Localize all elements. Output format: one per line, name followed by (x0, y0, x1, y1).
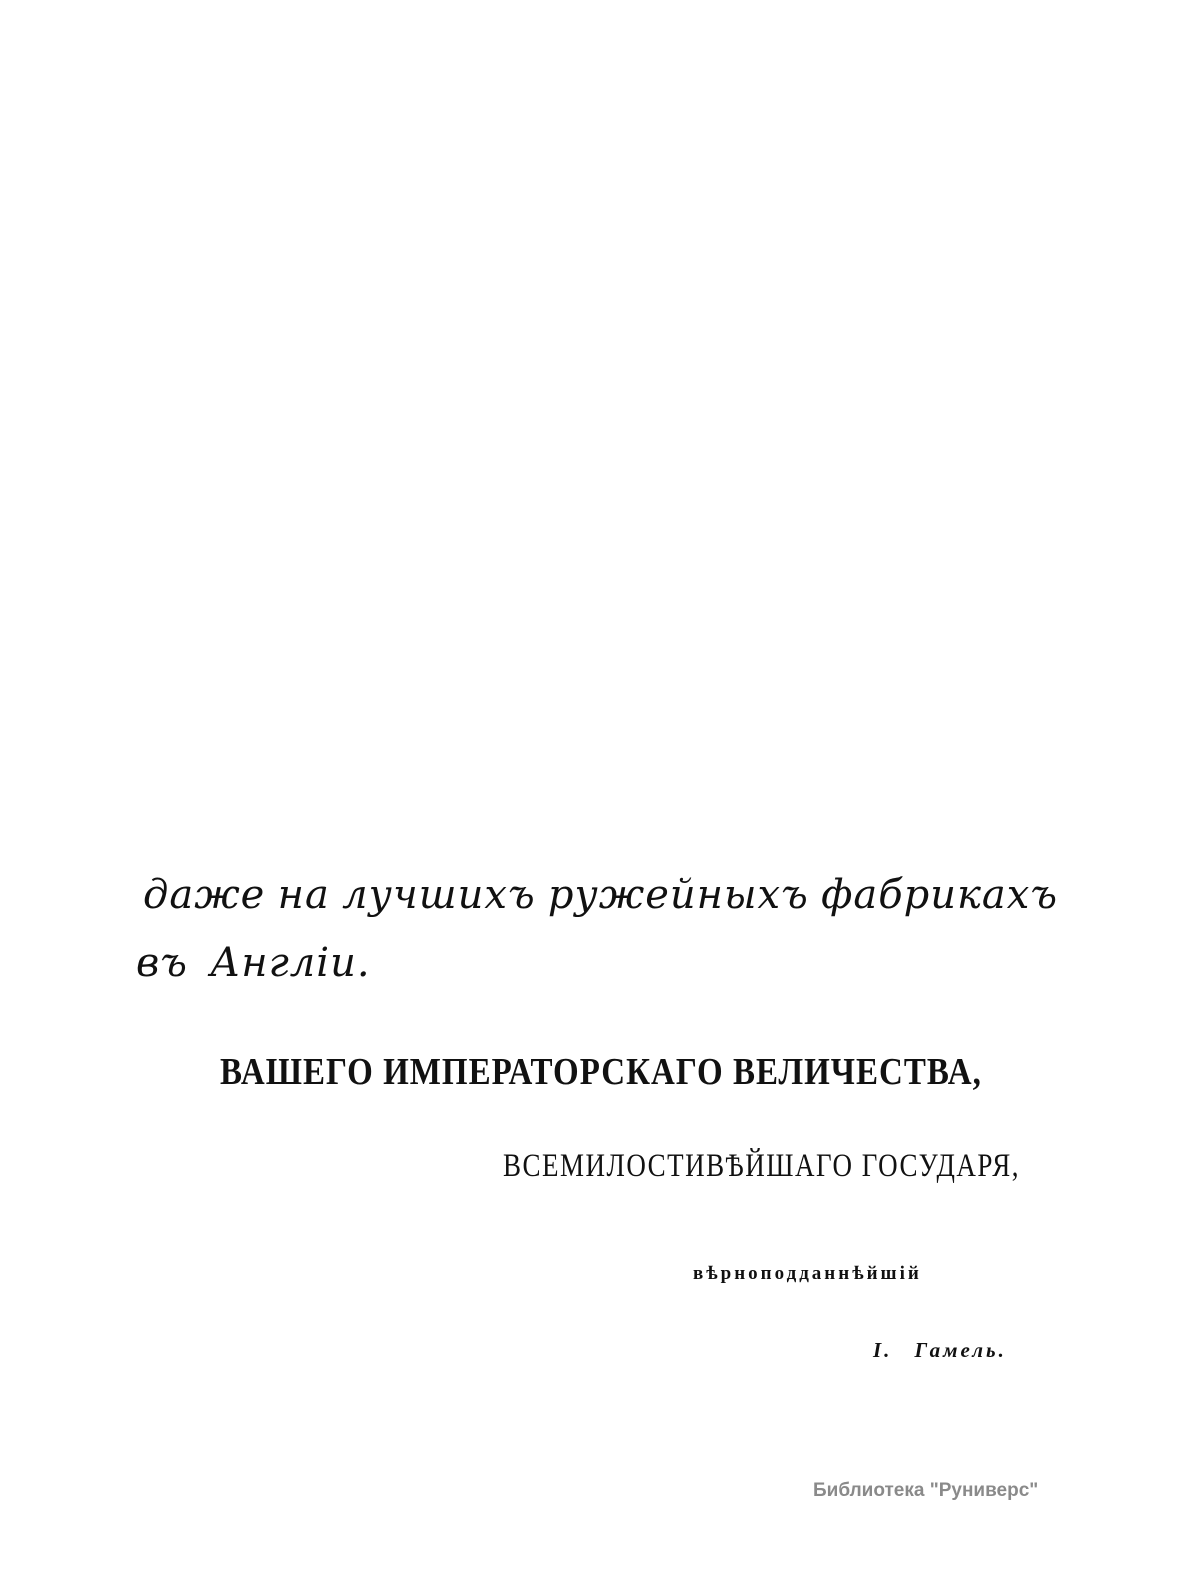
closing-heading-majesty: ВАШЕГО ИМПЕРАТОРСКАГО ВЕЛИЧЕСТВА, (220, 1052, 982, 1094)
body-word: Англіи. (209, 940, 371, 986)
library-watermark: Библиотека "Руниверс" (813, 1480, 1039, 1501)
body-word: лучшихъ (342, 872, 536, 918)
signature-name: Гамель. (914, 1338, 1007, 1362)
body-word: фабрикахъ (821, 872, 1058, 918)
subscription-text: вѣрноподданнѣйшій (693, 1263, 922, 1284)
author-signature (873, 1338, 1007, 1363)
body-word: даже (143, 872, 266, 918)
body-text-line-1 (143, 872, 1058, 918)
closing-heading-sovereign: ВСЕМИЛОСТИВѢЙШАГО ГОСУДАРЯ, (503, 1147, 1020, 1183)
body-word: въ (136, 940, 188, 986)
body-text-line-2 (136, 940, 371, 986)
signature-initial: І. (873, 1338, 893, 1362)
body-word: на (277, 872, 330, 918)
body-word: ружейныхъ (547, 872, 809, 918)
